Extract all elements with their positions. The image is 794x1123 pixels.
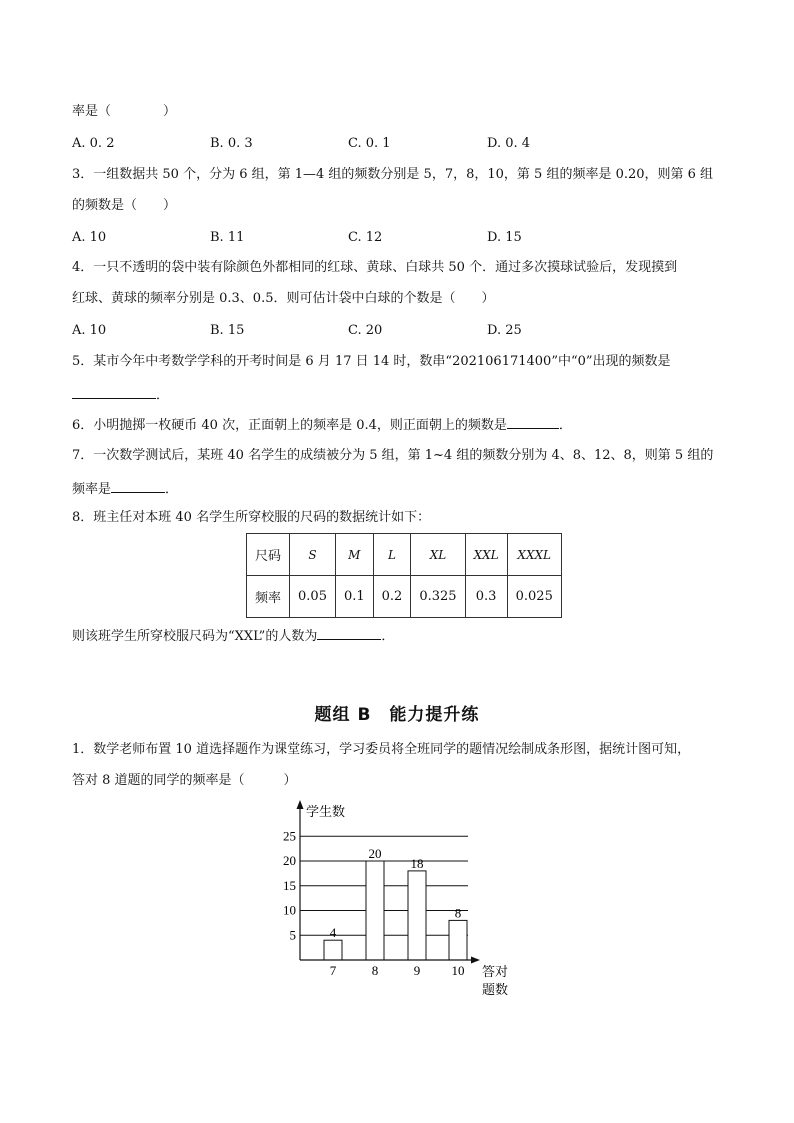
y-axis-label: 学生数 — [306, 804, 346, 819]
frequency-xxxl: 0.025 — [507, 576, 561, 618]
bar-9 — [408, 871, 426, 960]
q-prev-option-d: D. 0. 4 — [487, 136, 531, 151]
q8-ask-before: 则该班学生所穿校服尺码为“XXL”的人数为 — [72, 629, 318, 644]
y-tick-label: 25 — [283, 828, 296, 844]
y-tick-label: 5 — [289, 927, 296, 943]
q8-ask-after: ． — [381, 629, 395, 644]
frequency-l: 0.2 — [373, 576, 411, 618]
x-tick-label: 8 — [371, 963, 379, 978]
size-l: L — [373, 534, 411, 576]
q8-answer-blank[interactable] — [317, 626, 381, 640]
q-prev-tail: 率是（ ） — [72, 104, 177, 119]
x-tick-label: 10 — [451, 963, 465, 978]
q5-end: ． — [156, 388, 170, 403]
q4-text-line2: 红球、黄球的频率分别是 0.3、0.5．则可估计袋中白球的个数是（ ） — [72, 291, 495, 306]
size-s: S — [290, 534, 336, 576]
q7-before: 频率是 — [72, 482, 112, 497]
x-axis-arrow — [471, 957, 480, 964]
y-tick-label: 20 — [283, 853, 296, 868]
size-xxl: XXL — [465, 534, 507, 576]
size-frequency-table — [246, 533, 562, 618]
y-tick-label: 15 — [283, 877, 296, 893]
bar-value-label: 8 — [454, 905, 462, 921]
bar-value-label: 20 — [368, 846, 382, 861]
x-tick-label: 7 — [329, 963, 337, 978]
q8-question — [72, 626, 394, 646]
bar-value-label: 18 — [410, 855, 424, 871]
x-axis-label-line1: 答对 — [482, 964, 509, 979]
q4-option-c: C. 20 — [348, 323, 383, 338]
answers-bar-chart — [270, 800, 530, 1005]
q4-option-a: A. 10 — [72, 323, 107, 338]
q6-text — [72, 415, 572, 435]
x-axis-label-line2: 题数 — [482, 982, 509, 997]
q-prev-option-a: A. 0. 2 — [72, 136, 115, 151]
q-prev-option-b: B. 0. 3 — [210, 136, 253, 151]
q3-option-b: B. 11 — [210, 230, 245, 245]
q3-option-c: C. 12 — [348, 230, 383, 245]
q7-text-line1: 7．一次数学测试后，某班 40 名学生的成绩被分为 5 组，第 1~4 组的频数分别为 4、8、12、8，则第 5 组的 — [72, 448, 714, 463]
q3-option-a: A. 10 — [72, 230, 107, 245]
q3-text-line2: 的频数是（ ） — [72, 198, 177, 213]
frequency-xl: 0.325 — [411, 576, 465, 618]
y-axis-arrow — [297, 800, 304, 809]
frequency-row — [247, 576, 562, 618]
q4-option-b: B. 15 — [210, 323, 245, 338]
q-prev-option-c: C. 0. 1 — [348, 136, 391, 151]
q7-answer-blank[interactable] — [111, 479, 165, 493]
q3-option-d: D. 15 — [487, 230, 522, 245]
size-m: M — [335, 534, 373, 576]
q5-answer-blank[interactable] — [72, 385, 156, 399]
frequency-m: 0.1 — [335, 576, 373, 618]
section-b-title: 题组 B 能力提升练 — [314, 705, 480, 725]
size-xl: XL — [411, 534, 465, 576]
frequency-s: 0.05 — [290, 576, 336, 618]
q4-text-line1: 4．一只不透明的袋中装有除颜色外都相同的红球、黄球、白球共 50 个．通过多次摸球试验后，发现摸到 — [72, 260, 678, 275]
q6-before: 6．小明抛掷一枚硬币 40 次，正面朝上的频率是 0.4，则正面朝上的频数是 — [72, 418, 507, 433]
b1-text-line2: 答对 8 道题的同学的频率是（ ） — [72, 773, 297, 788]
q8-intro: 8．班主任对本班 40 名学生所穿校服的尺码的数据统计如下： — [72, 510, 431, 525]
q5-text-line1: 5．某市今年中考数学学科的开考时间是 6 月 17 日 14 时，数串“202106171400”中“0”出现的频数是 — [72, 354, 671, 369]
bar-8 — [366, 861, 384, 960]
q6-after: ． — [558, 418, 572, 433]
frequency-xxl: 0.3 — [465, 576, 507, 618]
bar-7 — [324, 940, 342, 960]
size-row — [247, 534, 562, 576]
bar-10 — [449, 920, 467, 960]
q3-text-line1: 3．一组数据共 50 个，分为 6 组，第 1—4 组的频数分别是 5，7，8，10，第 5 组的频率是 0.20，则第 6 组 — [72, 167, 714, 182]
q6-answer-blank[interactable] — [507, 415, 559, 429]
size-header-label: 尺码 — [247, 534, 290, 576]
q7-after: ． — [165, 482, 179, 497]
b1-text-line1: 1．数学老师布置 10 道选择题作为课堂练习，学习委员将全班同学的题情况绘制成条形图，据统计图可知， — [72, 742, 691, 757]
q7-text-line2 — [72, 479, 178, 499]
bar-value-label: 4 — [329, 925, 337, 941]
frequency-label: 频率 — [247, 576, 290, 618]
size-xxxl: XXXL — [507, 534, 561, 576]
x-tick-label: 9 — [413, 963, 421, 978]
q4-option-d: D. 25 — [487, 323, 522, 338]
y-tick-label: 10 — [283, 902, 296, 918]
q5-answer-line — [72, 385, 169, 405]
